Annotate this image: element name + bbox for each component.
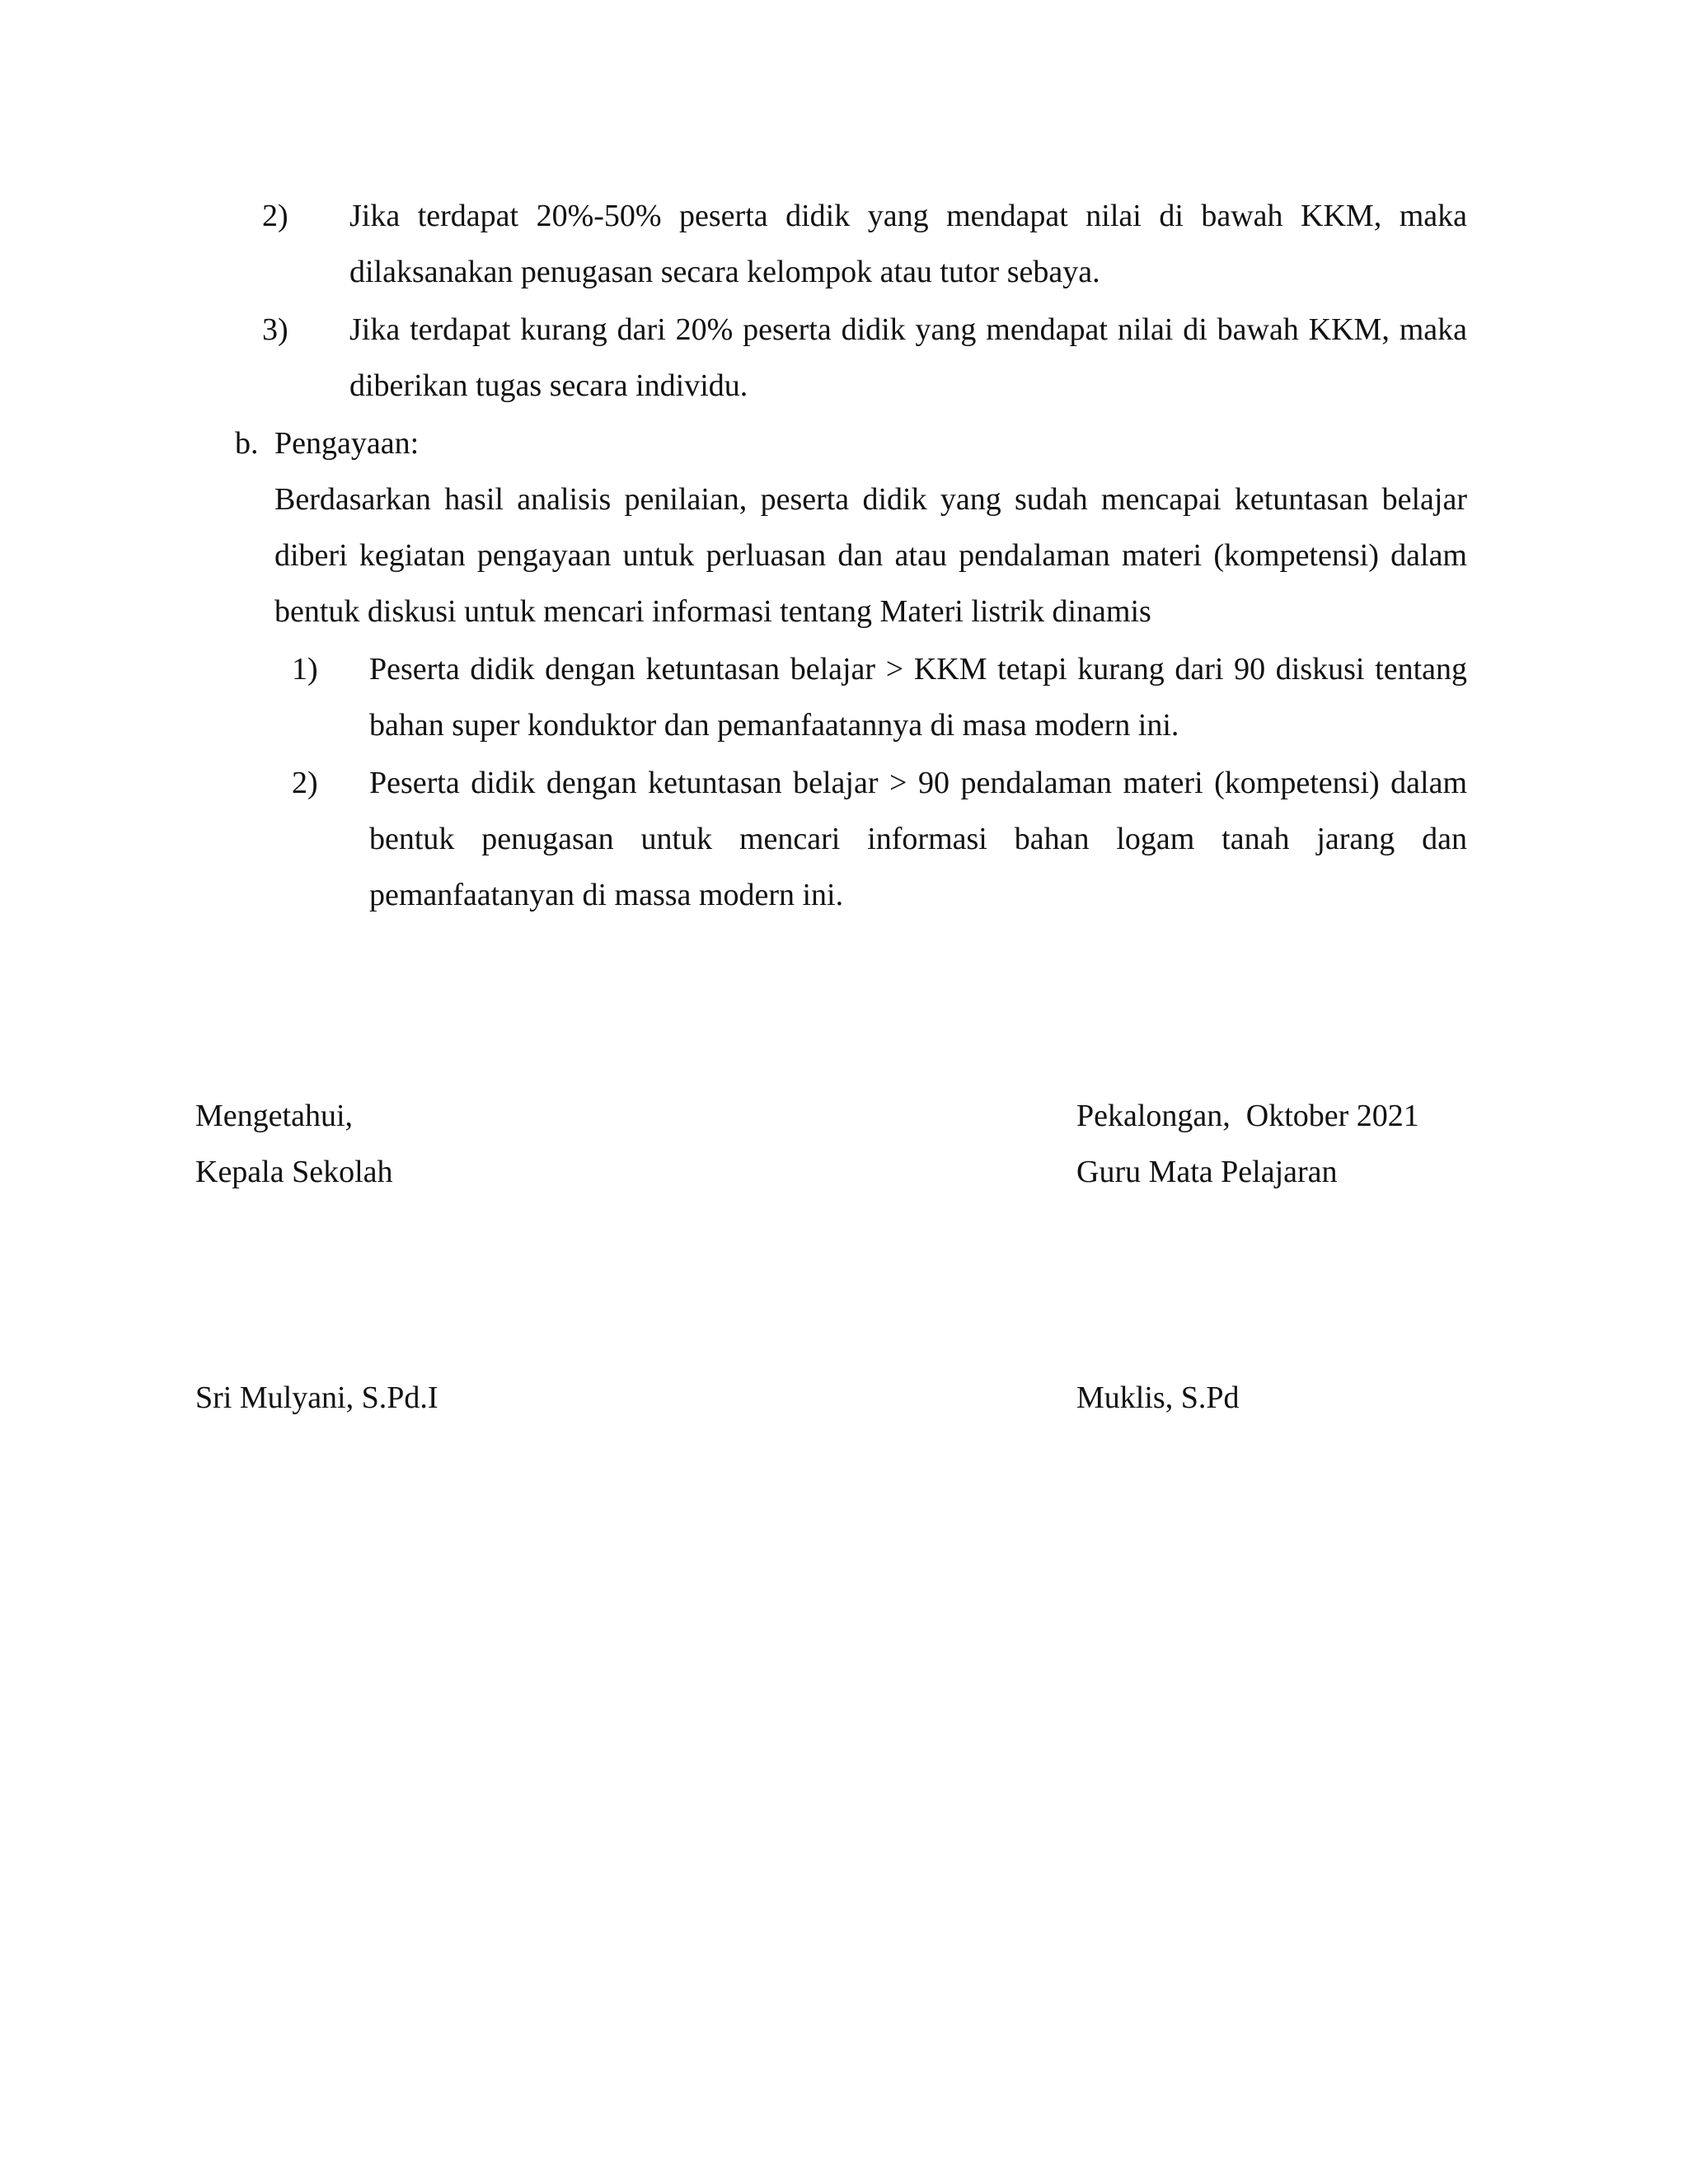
remedial-item-2-number: 2) [262, 199, 288, 233]
enrichment-heading: Pengayaan: [274, 426, 420, 461]
remedial-item-2-line-1: Jika terdapat 20%-50% peserta didik yang mendapat nilai di bawah KKM, maka [349, 199, 1467, 233]
signature-right-place-date: Pekalongan, Oktober 2021 [1076, 1099, 1419, 1133]
enrichment-intro-line-3: bentuk diskusi untuk mencari informasi tentang Materi listrik dinamis [274, 594, 1151, 629]
enrichment-intro-line-1: Berdasarkan hasil analisis penilaian, peserta didik yang sudah mencapai ketuntasan belajar [274, 482, 1467, 517]
signature-left-name: Sri Mulyani, S.Pd.I [195, 1380, 438, 1415]
enrichment-marker: b. [235, 426, 259, 461]
remedial-item-3-line-2: diberikan tugas secara individu. [349, 368, 748, 403]
enrichment-item-1-number: 1) [292, 652, 318, 687]
enrichment-item-2-line-3: pemanfaatanyan di massa modern ini. [369, 878, 844, 912]
enrichment-item-1-line-1: Peserta didik dengan ketuntasan belajar > KKM tetapi kurang dari 90 diskusi tentang [369, 652, 1467, 687]
enrichment-item-2-line-2: bentuk penugasan untuk mencari informasi bahan logam tanah jarang dan [369, 822, 1467, 856]
enrichment-item-1-line-2: bahan super konduktor dan pemanfaatannya di masa modern ini. [369, 708, 1179, 743]
signature-left-acknowledge: Mengetahui, [195, 1099, 354, 1133]
remedial-item-3-number: 3) [262, 312, 288, 347]
remedial-item-3-line-1: Jika terdapat kurang dari 20% peserta didik yang mendapat nilai di bawah KKM, maka [349, 312, 1467, 347]
signature-left-role: Kepala Sekolah [195, 1155, 393, 1189]
remedial-item-2-line-2: dilaksanakan penugasan secara kelompok atau tutor sebaya. [349, 255, 1100, 289]
signature-right-name: Muklis, S.Pd [1076, 1380, 1240, 1415]
signature-right-role: Guru Mata Pelajaran [1076, 1155, 1338, 1189]
enrichment-item-2-number: 2) [292, 766, 318, 800]
enrichment-item-2-line-1: Peserta didik dengan ketuntasan belajar > 90 pendalaman materi (kompetensi) dalam [369, 766, 1467, 800]
enrichment-intro-line-2: diberi kegiatan pengayaan untuk perluasan dan atau pendalaman materi (kompetensi) dalam [274, 538, 1467, 573]
